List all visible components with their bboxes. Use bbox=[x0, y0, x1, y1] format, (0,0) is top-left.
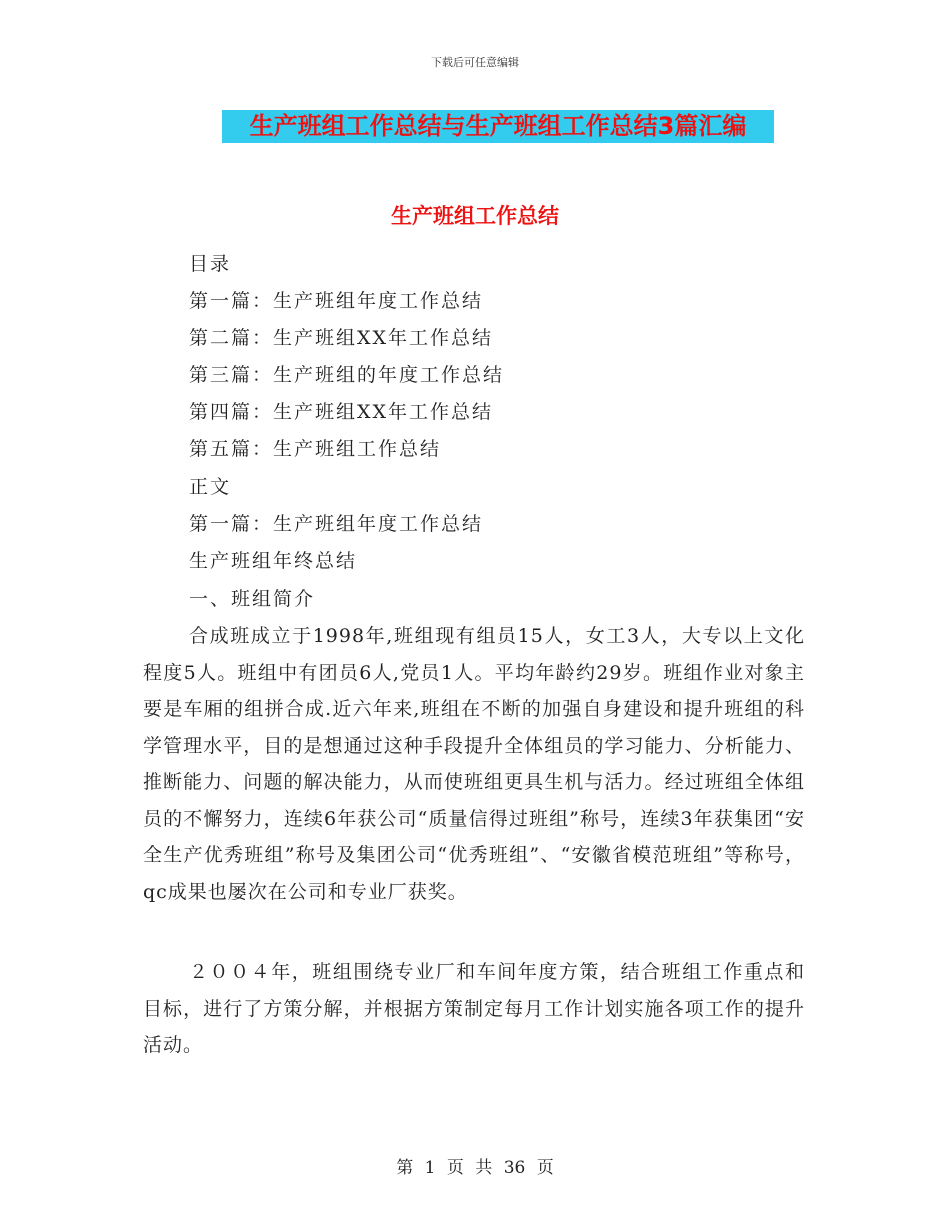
paragraph-1: 合成班成立于1998年,班组现有组员15人，女工3人，大专以上文化程度5人。班组中有团员6人,党员1人。平均年龄约29岁。班组作业对象主要是车厢的组拼合成.近六年来,班组在不断的加强自身建设和提升班组的科学管理水平，目的是想通过这种手段提升全体组员的学习能力、分析能力、推断能力、问题的解决能力，从而使班组更具生机与活力。经过班组全体组员的不懈努力，连续6年获公司“质量信得过班组”称号，连续3年获集团“安全生产优秀班组”称号及集团公司“优秀班组”、“安徽省模范班组”等称号，qc成果也屡次在公司和专业厂获奖。 bbox=[143, 625, 805, 903]
toc-item-2: 第二篇：生产班组XX年工作总结 bbox=[189, 327, 494, 349]
article-title: 第一篇：生产班组年度工作总结 bbox=[189, 513, 484, 535]
header-note: 下载后可任意编辑 bbox=[431, 56, 519, 69]
paragraph-2: ２００４年，班组围绕专业厂和车间年度方策，结合班组工作重点和目标，进行了方策分解，并根据方策制定每月工作计划实施各项工作的提升活动。 bbox=[143, 961, 805, 1056]
toc-item-4: 第四篇：生产班组XX年工作总结 bbox=[189, 401, 494, 423]
toc-item-1: 第一篇：生产班组年度工作总结 bbox=[189, 290, 484, 312]
toc-heading: 目录 bbox=[189, 253, 232, 275]
sub-title: 生产班组工作总结 bbox=[391, 204, 559, 228]
body-heading: 正文 bbox=[189, 476, 232, 498]
article-subtitle: 生产班组年终总结 bbox=[189, 550, 358, 572]
section-heading: 一、班组简介 bbox=[189, 588, 316, 610]
toc-item-5: 第五篇：生产班组工作总结 bbox=[189, 438, 442, 460]
main-title: 生产班组工作总结与生产班组工作总结3篇汇编 bbox=[222, 110, 774, 143]
toc-item-3: 第三篇：生产班组的年度工作总结 bbox=[189, 364, 505, 386]
page-footer: 第 1 页 共 36 页 bbox=[396, 1158, 554, 1178]
